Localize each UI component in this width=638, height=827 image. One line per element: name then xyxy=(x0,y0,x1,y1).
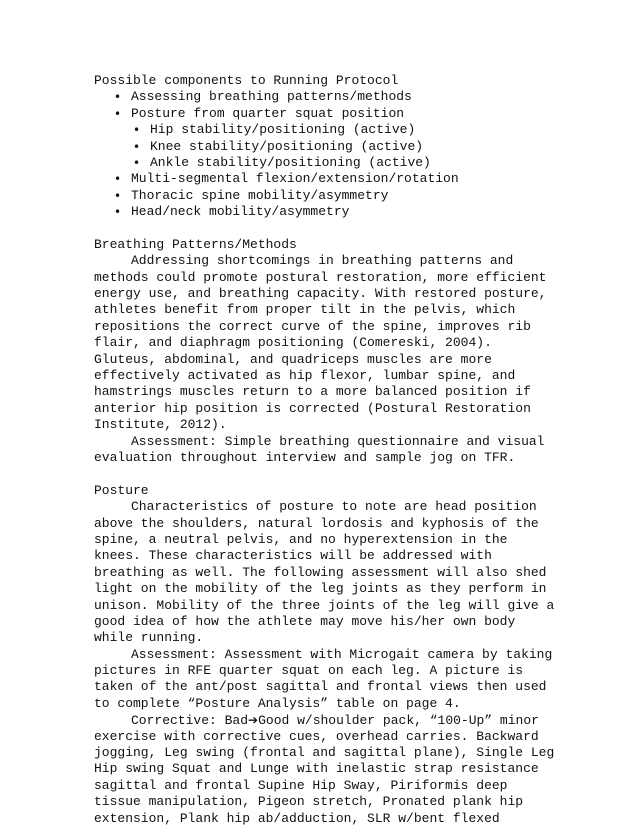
paragraph-line: spine, a neutral pelvis, and no hyperextension in the xyxy=(94,531,508,547)
corrective-line: tissue manipulation, Pigeon stretch, Pronated plank hip xyxy=(94,794,524,810)
paragraph-line: above the shoulders, natural lordosis and kyphosis of the xyxy=(94,515,539,531)
assessment-line: evaluation throughout interview and sample jog on TFR. xyxy=(94,449,516,465)
paragraph-line: breathing as well. The following assessment will also shed xyxy=(94,564,547,580)
paragraph-line: unison. Mobility of the three joints of the leg will give a xyxy=(94,597,555,613)
paragraph-line: Institute, 2012). xyxy=(94,417,227,433)
section-heading-breathing: Breathing Patterns/Methods xyxy=(94,236,297,252)
paragraph-line: effectively activated as hip flexor, lumbar spine, and xyxy=(94,368,516,384)
arrow-right-icon: ➔ xyxy=(248,713,259,728)
corrective-line: sagittal and frontal Supine Hip Sway, Piriformis deep xyxy=(94,777,508,793)
spacer xyxy=(94,221,554,237)
paragraph-line: flair, and diaphragm positioning (Comereski, 2004). xyxy=(94,335,492,351)
paragraph-line: anterior hip position is corrected (Postural Restoration xyxy=(94,400,531,416)
corrective-line xyxy=(94,712,554,728)
paragraph-line: Gluteus, abdominal, and quadriceps muscles are more xyxy=(94,351,492,367)
assessment-line: to complete “Posture Analysis” table on page 4. xyxy=(94,695,461,711)
corrective-text: Good w/shoulder pack, “100-Up” minor xyxy=(258,713,539,729)
paragraph-line: light on the mobility of the leg joints as they perform in xyxy=(94,581,547,597)
corrective-line: Hip swing Squat and Lunge with inelastic strap resistance xyxy=(94,761,539,777)
spacer xyxy=(94,466,554,482)
protocol-components-list xyxy=(94,89,554,220)
document-body xyxy=(94,73,554,827)
list-item: • Posture from quarter squat position xyxy=(94,106,554,122)
section-heading-posture: Posture xyxy=(94,482,149,498)
corrective-line: exercise with corrective cues, overhead carries. Backward xyxy=(94,728,539,744)
sub-list-item: • Hip stability/positioning (active) xyxy=(94,122,554,138)
assessment-line: pictures in RFE quarter squat on each leg. A picture is xyxy=(94,663,524,679)
assessment-line: taken of the ant/post sagittal and frontal views then used xyxy=(94,679,547,695)
assessment-line: Assessment: Assessment with Microgait camera by taking xyxy=(131,646,553,662)
list-item: • Head/neck mobility/asymmetry xyxy=(94,204,554,220)
corrective-line: extension, Plank hip ab/adduction, SLR w/bent flexed xyxy=(94,810,500,826)
paragraph-line: hamstrings muscles return to a more balanced position if xyxy=(94,384,531,400)
assessment-line: Assessment: Simple breathing questionnaire and visual xyxy=(131,433,545,449)
corrective-line: jogging, Leg swing (frontal and sagittal plane), Single Leg xyxy=(94,745,555,761)
paragraph-line: Characteristics of posture to note are head position xyxy=(131,499,537,515)
paragraph-line: energy use, and breathing capacity. With restored posture, xyxy=(94,286,547,302)
list-item: • Assessing breathing patterns/methods xyxy=(94,89,554,105)
paragraph-line: methods could promote postural restoration, more efficient xyxy=(94,269,547,285)
paragraph-line: repositions the correct curve of the spine, improves rib xyxy=(94,318,531,334)
sub-list-item: • Knee stability/positioning (active) xyxy=(94,139,554,155)
section-heading-protocol: Possible components to Running Protocol xyxy=(94,73,399,88)
paragraph-line: athletes benefit from proper tilt in the pelvis, which xyxy=(94,302,516,318)
sub-list-item: • Ankle stability/positioning (active) xyxy=(94,155,554,171)
paragraph-line: good idea of how the athlete may move his/her own body xyxy=(94,613,516,629)
paragraph-line: Addressing shortcomings in breathing patterns and xyxy=(131,253,514,269)
paragraph-line: knees. These characteristics will be addressed with xyxy=(94,548,492,564)
paragraph-line: while running. xyxy=(94,630,204,646)
list-item: • Multi-segmental flexion/extension/rotation xyxy=(94,171,554,187)
corrective-label: Corrective: Bad xyxy=(131,713,249,729)
list-item: • Thoracic spine mobility/asymmetry xyxy=(94,188,554,204)
